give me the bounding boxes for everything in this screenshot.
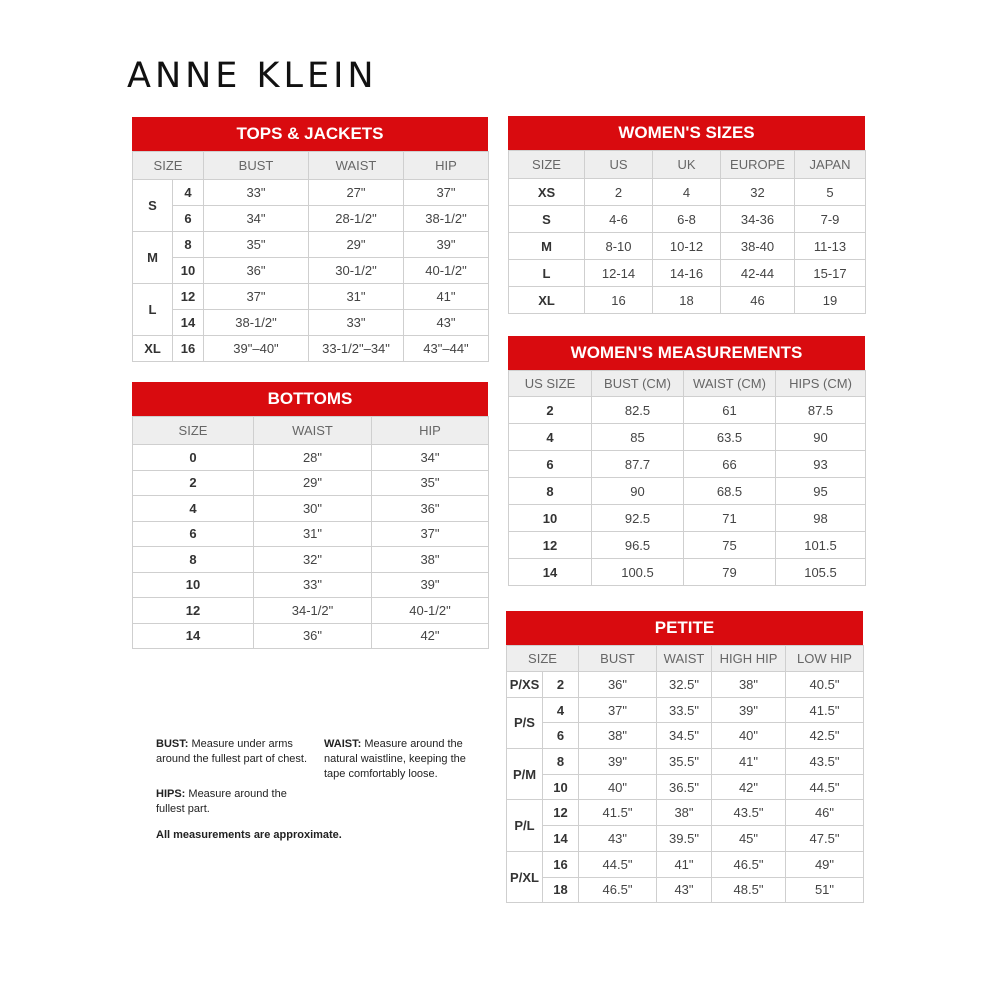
value-cell: 30" (254, 496, 372, 522)
value-cell: 34.5" (657, 723, 712, 749)
value-cell: 36.5" (657, 774, 712, 800)
size-cell: 0 (133, 445, 254, 471)
value-cell: 96.5 (592, 532, 684, 559)
column-header: UK (653, 151, 721, 179)
table-row (509, 505, 866, 532)
size-cell: 6 (133, 521, 254, 547)
value-cell: 46.5" (712, 851, 786, 877)
value-cell: 82.5 (592, 397, 684, 424)
value-cell: 41" (712, 749, 786, 775)
header-row (509, 371, 866, 397)
value-cell: 38-1/2" (404, 206, 489, 232)
size-cell: 4 (543, 697, 579, 723)
value-cell: 36" (254, 623, 372, 649)
table-row (133, 284, 489, 310)
womens-sizes-title: WOMEN'S SIZES (508, 116, 865, 150)
table-row (509, 206, 866, 233)
value-cell: 15-17 (795, 260, 866, 287)
value-cell: 43.5" (786, 749, 864, 775)
petite-title: PETITE (506, 611, 863, 645)
size-cell: 6 (173, 206, 204, 232)
column-header: WAIST (657, 646, 712, 672)
column-header: HIP (372, 417, 489, 445)
value-cell: 35.5" (657, 749, 712, 775)
column-header: US (585, 151, 653, 179)
table-row (509, 478, 866, 505)
column-header: LOW HIP (786, 646, 864, 672)
value-cell: 14-16 (653, 260, 721, 287)
value-cell: 38-40 (721, 233, 795, 260)
table-row (133, 496, 489, 522)
value-cell: 8-10 (585, 233, 653, 260)
value-cell: 6-8 (653, 206, 721, 233)
value-cell: 11-13 (795, 233, 866, 260)
value-cell: 34" (372, 445, 489, 471)
size-cell: 16 (543, 851, 579, 877)
value-cell: 36" (204, 258, 309, 284)
value-cell: 4-6 (585, 206, 653, 233)
column-header: HIPS (CM) (776, 371, 866, 397)
size-cell: 8 (509, 478, 592, 505)
value-cell: 87.7 (592, 451, 684, 478)
size-cell: 12 (543, 800, 579, 826)
value-cell: 93 (776, 451, 866, 478)
table-row (133, 547, 489, 573)
value-cell: 90 (592, 478, 684, 505)
value-cell: 75 (684, 532, 776, 559)
table-row (133, 598, 489, 624)
table-row (133, 232, 489, 258)
table-row (133, 445, 489, 471)
size-cell: 6 (543, 723, 579, 749)
value-cell: 41.5" (579, 800, 657, 826)
value-cell: 39.5" (657, 826, 712, 852)
size-cell: 10 (133, 572, 254, 598)
value-cell: 49" (786, 851, 864, 877)
size-cell: L (509, 260, 585, 287)
value-cell: 28-1/2" (309, 206, 404, 232)
womens-sizes-chart (508, 116, 865, 314)
value-cell: 37" (579, 697, 657, 723)
womens-measurements-title: WOMEN'S MEASUREMENTS (508, 336, 865, 370)
table-row (509, 397, 866, 424)
tops-jackets-title: TOPS & JACKETS (132, 117, 488, 151)
table-row (509, 532, 866, 559)
value-cell: 35" (372, 470, 489, 496)
table-row (133, 258, 489, 284)
disclaimer: All measurements are approximate. (156, 829, 342, 841)
hips-note (156, 787, 296, 817)
value-cell: 101.5 (776, 532, 866, 559)
value-cell: 30-1/2" (309, 258, 404, 284)
table-row (507, 826, 864, 852)
value-cell: 38-1/2" (204, 310, 309, 336)
value-cell: 34-36 (721, 206, 795, 233)
value-cell: 92.5 (592, 505, 684, 532)
size-cell: 16 (173, 336, 204, 362)
value-cell: 29" (254, 470, 372, 496)
tops-jackets-chart (132, 117, 488, 362)
header-row (133, 417, 489, 445)
value-cell: 40.5" (786, 672, 864, 698)
value-cell: 5 (795, 179, 866, 206)
value-cell: 10-12 (653, 233, 721, 260)
value-cell: 42" (372, 623, 489, 649)
size-group-label: P/XS (507, 672, 543, 698)
value-cell: 43"–44" (404, 336, 489, 362)
value-cell: 37" (204, 284, 309, 310)
value-cell: 37" (372, 521, 489, 547)
size-cell: 18 (543, 877, 579, 903)
value-cell: 105.5 (776, 559, 866, 586)
value-cell: 34-1/2" (254, 598, 372, 624)
size-cell: 2 (133, 470, 254, 496)
value-cell: 46.5" (579, 877, 657, 903)
table-row (509, 424, 866, 451)
size-cell: S (509, 206, 585, 233)
value-cell: 71 (684, 505, 776, 532)
value-cell: 43" (404, 310, 489, 336)
table-row (507, 800, 864, 826)
size-cell: 8 (173, 232, 204, 258)
header-row (133, 152, 489, 180)
column-header: US SIZE (509, 371, 592, 397)
table-row (133, 470, 489, 496)
value-cell: 33-1/2"–34" (309, 336, 404, 362)
table-row (133, 521, 489, 547)
value-cell: 33" (204, 180, 309, 206)
value-cell: 38" (579, 723, 657, 749)
size-cell: 4 (133, 496, 254, 522)
bust-note (156, 737, 321, 767)
table-row (507, 672, 864, 698)
table-row (507, 851, 864, 877)
womens-measurements-chart (508, 336, 865, 586)
column-header: BUST (CM) (592, 371, 684, 397)
value-cell: 39" (372, 572, 489, 598)
table-row (133, 623, 489, 649)
value-cell: 45" (712, 826, 786, 852)
size-cell: 10 (509, 505, 592, 532)
value-cell: 36" (372, 496, 489, 522)
size-cell: 12 (509, 532, 592, 559)
value-cell: 42.5" (786, 723, 864, 749)
value-cell: 31" (254, 521, 372, 547)
value-cell: 29" (309, 232, 404, 258)
table-row (509, 233, 866, 260)
value-cell: 46" (786, 800, 864, 826)
column-header: WAIST (309, 152, 404, 180)
value-cell: 61 (684, 397, 776, 424)
value-cell: 39"–40" (204, 336, 309, 362)
size-cell: XS (509, 179, 585, 206)
size-group-label: XL (133, 336, 173, 362)
size-cell: 6 (509, 451, 592, 478)
value-cell: 41" (404, 284, 489, 310)
size-cell: 14 (133, 623, 254, 649)
value-cell: 36" (579, 672, 657, 698)
petite-chart (506, 611, 863, 903)
value-cell: 16 (585, 287, 653, 314)
value-cell: 35" (204, 232, 309, 258)
value-cell: 31" (309, 284, 404, 310)
value-cell: 33" (254, 572, 372, 598)
table-row (507, 877, 864, 903)
value-cell: 34" (204, 206, 309, 232)
column-header: SIZE (507, 646, 579, 672)
size-cell: 14 (173, 310, 204, 336)
value-cell: 38" (657, 800, 712, 826)
size-group-label: L (133, 284, 173, 336)
value-cell: 41.5" (786, 697, 864, 723)
column-header: WAIST (254, 417, 372, 445)
value-cell: 98 (776, 505, 866, 532)
value-cell: 32.5" (657, 672, 712, 698)
table-row (507, 749, 864, 775)
value-cell: 87.5 (776, 397, 866, 424)
value-cell: 68.5 (684, 478, 776, 505)
brand-logo: ANNE KLEIN (127, 56, 378, 96)
size-cell: 4 (173, 180, 204, 206)
table-row (509, 287, 866, 314)
value-cell: 51" (786, 877, 864, 903)
table-row (133, 572, 489, 598)
column-header: WAIST (CM) (684, 371, 776, 397)
value-cell: 40-1/2" (404, 258, 489, 284)
value-cell: 42" (712, 774, 786, 800)
value-cell: 28" (254, 445, 372, 471)
value-cell: 40" (712, 723, 786, 749)
value-cell: 39" (579, 749, 657, 775)
table-row (509, 260, 866, 287)
table-row (509, 451, 866, 478)
womens-sizes-table (508, 150, 866, 314)
value-cell: 2 (585, 179, 653, 206)
size-group-label: P/L (507, 800, 543, 851)
bust-note-label: BUST: (156, 738, 189, 750)
column-header: HIGH HIP (712, 646, 786, 672)
header-row (507, 646, 864, 672)
size-cell: 14 (509, 559, 592, 586)
value-cell: 42-44 (721, 260, 795, 287)
value-cell: 41" (657, 851, 712, 877)
value-cell: 37" (404, 180, 489, 206)
value-cell: 38" (712, 672, 786, 698)
size-cell: 8 (543, 749, 579, 775)
column-header: BUST (579, 646, 657, 672)
size-cell: 4 (509, 424, 592, 451)
table-row (507, 723, 864, 749)
value-cell: 27" (309, 180, 404, 206)
table-row (133, 310, 489, 336)
size-cell: 10 (173, 258, 204, 284)
bottoms-table (132, 416, 489, 649)
value-cell: 46 (721, 287, 795, 314)
value-cell: 32 (721, 179, 795, 206)
table-row (507, 774, 864, 800)
value-cell: 39" (712, 697, 786, 723)
value-cell: 90 (776, 424, 866, 451)
value-cell: 38" (372, 547, 489, 573)
bust-note-text: Measure under arms around the fullest part of chest. (156, 738, 308, 765)
bottoms-chart (132, 382, 488, 649)
table-row (509, 559, 866, 586)
value-cell: 47.5" (786, 826, 864, 852)
value-cell: 44.5" (579, 851, 657, 877)
table-row (133, 206, 489, 232)
waist-note-label: WAIST: (324, 738, 362, 750)
size-cell: 2 (543, 672, 579, 698)
column-header: SIZE (133, 417, 254, 445)
womens-measurements-table (508, 370, 866, 586)
value-cell: 19 (795, 287, 866, 314)
value-cell: 43" (657, 877, 712, 903)
value-cell: 7-9 (795, 206, 866, 233)
value-cell: 85 (592, 424, 684, 451)
value-cell: 43.5" (712, 800, 786, 826)
value-cell: 43" (579, 826, 657, 852)
column-header: HIP (404, 152, 489, 180)
size-cell: M (509, 233, 585, 260)
column-header: SIZE (509, 151, 585, 179)
value-cell: 33.5" (657, 697, 712, 723)
tops-jackets-table (132, 151, 489, 362)
size-cell: 14 (543, 826, 579, 852)
value-cell: 40" (579, 774, 657, 800)
column-header: SIZE (133, 152, 204, 180)
table-row (507, 697, 864, 723)
column-header: BUST (204, 152, 309, 180)
value-cell: 40-1/2" (372, 598, 489, 624)
size-cell: 2 (509, 397, 592, 424)
size-cell: 12 (173, 284, 204, 310)
size-cell: XL (509, 287, 585, 314)
size-group-label: P/XL (507, 851, 543, 902)
bottoms-title: BOTTOMS (132, 382, 488, 416)
size-group-label: P/S (507, 697, 543, 748)
value-cell: 33" (309, 310, 404, 336)
table-row (133, 180, 489, 206)
value-cell: 39" (404, 232, 489, 258)
size-cell: 10 (543, 774, 579, 800)
hips-note-text: Measure around the fullest part. (156, 788, 287, 815)
size-cell: 8 (133, 547, 254, 573)
value-cell: 44.5" (786, 774, 864, 800)
hips-note-label: HIPS: (156, 788, 186, 800)
value-cell: 79 (684, 559, 776, 586)
value-cell: 12-14 (585, 260, 653, 287)
column-header: EUROPE (721, 151, 795, 179)
value-cell: 48.5" (712, 877, 786, 903)
waist-note (324, 737, 484, 782)
value-cell: 95 (776, 478, 866, 505)
value-cell: 4 (653, 179, 721, 206)
column-header: JAPAN (795, 151, 866, 179)
value-cell: 32" (254, 547, 372, 573)
value-cell: 100.5 (592, 559, 684, 586)
size-group-label: S (133, 180, 173, 232)
value-cell: 66 (684, 451, 776, 478)
petite-table (506, 645, 864, 903)
size-group-label: P/M (507, 749, 543, 800)
waist-note-text: Measure around the natural waistline, keeping the tape comfortably loose. (324, 738, 466, 780)
size-group-label: M (133, 232, 173, 284)
value-cell: 63.5 (684, 424, 776, 451)
size-cell: 12 (133, 598, 254, 624)
value-cell: 18 (653, 287, 721, 314)
table-row (133, 336, 489, 362)
header-row (509, 151, 866, 179)
table-row (509, 179, 866, 206)
